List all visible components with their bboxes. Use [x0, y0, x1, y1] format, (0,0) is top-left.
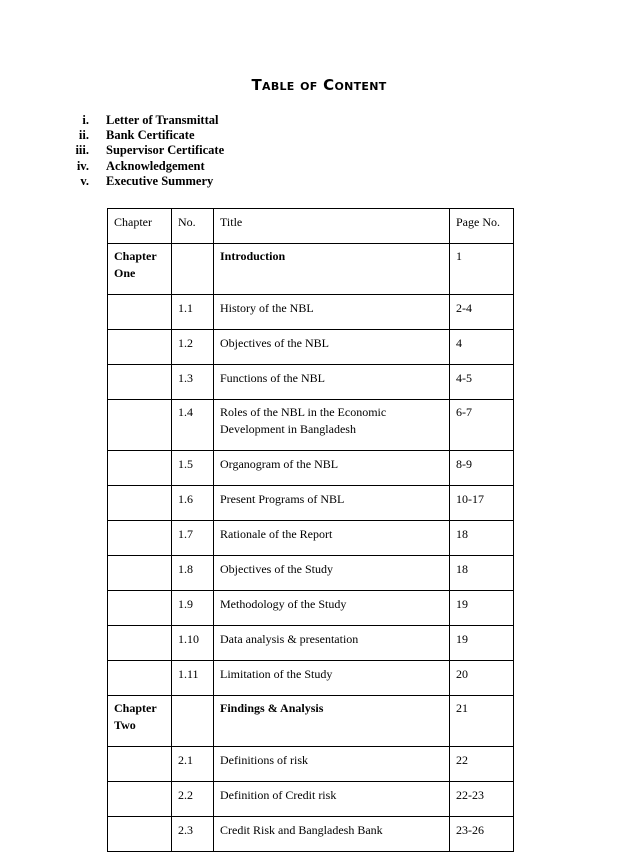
column-header-no: No.	[172, 209, 214, 244]
front-matter-list	[58, 113, 458, 189]
number-cell: 1.5	[172, 451, 214, 486]
list-item-label: Acknowledgement	[106, 158, 205, 173]
list-item-number: ii.	[78, 128, 89, 143]
list-item-number: iv.	[76, 158, 89, 173]
list-item-label: Supervisor Certificate	[106, 143, 225, 158]
page-cell: 22-23	[450, 782, 514, 817]
number-cell: 2.2	[172, 782, 214, 817]
chapter-cell	[108, 295, 172, 330]
chapter-cell	[108, 451, 172, 486]
title-cell: Present Programs of NBL	[214, 486, 450, 521]
chapter-cell	[108, 661, 172, 696]
page-cell: 23-26	[450, 817, 514, 852]
chapter-cell	[108, 747, 172, 782]
list-item-number: i.	[82, 113, 89, 127]
chapter-cell	[108, 782, 172, 817]
number-cell	[172, 696, 214, 747]
title-cell: Roles of the NBL in the Economic Development in Bangladesh	[214, 400, 450, 451]
list-item-label: Executive Summery	[106, 173, 214, 188]
chapter-cell: Chapter Two	[108, 696, 172, 747]
title-cell: Rationale of the Report	[214, 521, 450, 556]
title-cell: Functions of the NBL	[214, 365, 450, 400]
title-cell: Definitions of risk	[214, 747, 450, 782]
title-cell: Introduction	[214, 244, 450, 295]
table-row	[108, 330, 514, 365]
page-cell: 19	[450, 591, 514, 626]
table-row	[108, 451, 514, 486]
number-cell: 1.8	[172, 556, 214, 591]
list-item-number: iii.	[75, 143, 89, 158]
page-cell: 8-9	[450, 451, 514, 486]
title-cell: Limitation of the Study	[214, 661, 450, 696]
number-cell: 1.4	[172, 400, 214, 451]
page-cell: 10-17	[450, 486, 514, 521]
table-row	[108, 556, 514, 591]
page-cell: 22	[450, 747, 514, 782]
number-cell: 1.9	[172, 591, 214, 626]
number-cell: 1.7	[172, 521, 214, 556]
number-cell: 1.1	[172, 295, 214, 330]
page-cell: 6-7	[450, 400, 514, 451]
page-cell: 18	[450, 556, 514, 591]
list-item	[58, 159, 458, 174]
table-row	[108, 626, 514, 661]
chapter-cell	[108, 486, 172, 521]
table-row	[108, 295, 514, 330]
list-item-label: Letter of Transmittal	[106, 113, 219, 127]
title-cell: Methodology of the Study	[214, 591, 450, 626]
page-cell: 21	[450, 696, 514, 747]
chapter-cell	[108, 591, 172, 626]
number-cell: 2.1	[172, 747, 214, 782]
list-item-number: v.	[80, 173, 89, 188]
title-cell: Findings & Analysis	[214, 696, 450, 747]
column-header-page: Page No.	[450, 209, 514, 244]
page-cell: 18	[450, 521, 514, 556]
chapter-cell	[108, 365, 172, 400]
table-header-row	[108, 209, 514, 244]
list-item	[58, 128, 458, 143]
title-cell: Objectives of the Study	[214, 556, 450, 591]
page-cell: 4	[450, 330, 514, 365]
title-cell: Objectives of the NBL	[214, 330, 450, 365]
page-cell: 4-5	[450, 365, 514, 400]
number-cell: 1.10	[172, 626, 214, 661]
list-item-label: Bank Certificate	[106, 128, 195, 143]
table-row	[108, 747, 514, 782]
title-cell: Organogram of the NBL	[214, 451, 450, 486]
page-cell: 1	[450, 244, 514, 295]
table-row	[108, 661, 514, 696]
table-row	[108, 782, 514, 817]
chapter-cell	[108, 817, 172, 852]
title-cell: Data analysis & presentation	[214, 626, 450, 661]
number-cell: 1.2	[172, 330, 214, 365]
chapter-cell	[108, 400, 172, 451]
chapter-cell	[108, 556, 172, 591]
column-header-title: Title	[214, 209, 450, 244]
table-row	[108, 400, 514, 451]
table-row	[108, 591, 514, 626]
number-cell: 1.6	[172, 486, 214, 521]
chapter-cell	[108, 330, 172, 365]
column-header-chapter: Chapter	[108, 209, 172, 244]
page-cell: 19	[450, 626, 514, 661]
page-cell: 20	[450, 661, 514, 696]
number-cell: 1.11	[172, 661, 214, 696]
list-item	[58, 143, 458, 158]
table-row	[108, 365, 514, 400]
number-cell: 2.3	[172, 817, 214, 852]
number-cell: 1.3	[172, 365, 214, 400]
list-item	[58, 174, 458, 189]
table-row	[108, 521, 514, 556]
chapter-cell: Chapter One	[108, 244, 172, 295]
table-row	[108, 696, 514, 747]
chapter-cell	[108, 626, 172, 661]
table-row	[108, 817, 514, 852]
page-title: Table of Content	[251, 76, 387, 94]
title-cell: Definition of Credit risk	[214, 782, 450, 817]
list-item	[58, 113, 458, 128]
table-row	[108, 486, 514, 521]
page-cell: 2-4	[450, 295, 514, 330]
number-cell	[172, 244, 214, 295]
table-row	[108, 244, 514, 295]
chapter-cell	[108, 521, 172, 556]
contents-table	[107, 208, 514, 852]
title-cell: Credit Risk and Bangladesh Bank	[214, 817, 450, 852]
title-cell: History of the NBL	[214, 295, 450, 330]
